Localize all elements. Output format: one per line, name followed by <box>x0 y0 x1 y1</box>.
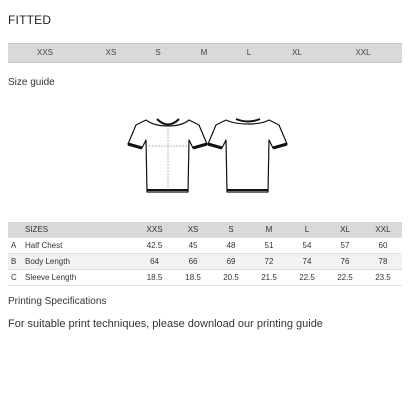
size-option[interactable]: L <box>246 48 252 57</box>
header-cell: SIZES <box>25 225 49 234</box>
table-cell: 23.5 <box>375 273 391 282</box>
table-cell: 22.5 <box>337 273 353 282</box>
size-option[interactable]: XS <box>105 48 117 57</box>
table-cell: 48 <box>226 241 236 250</box>
size-guide-table <box>8 222 402 286</box>
row-label: Body Length <box>25 257 70 266</box>
size-option[interactable]: XXL <box>355 48 371 57</box>
table-cell: 54 <box>302 241 312 250</box>
header-spacer <box>8 222 25 238</box>
table-cell: 18.5 <box>146 273 163 282</box>
printing-specifications-label: Printing Specifications <box>8 296 107 307</box>
header-cell: L <box>304 225 310 234</box>
table-cell: 57 <box>340 241 350 250</box>
tshirt-diagram-svg <box>124 110 294 208</box>
size-option[interactable]: S <box>155 48 161 57</box>
header-cell: M <box>265 225 273 234</box>
table-row <box>8 238 402 254</box>
table-cell: 60 <box>378 241 388 250</box>
table-cell: 64 <box>150 257 159 266</box>
table-cell: 66 <box>188 257 198 266</box>
size-option[interactable]: XL <box>292 48 302 57</box>
header-cell: XXS <box>146 225 163 234</box>
tshirt-back-icon <box>208 119 287 192</box>
header-cell: S <box>228 225 234 234</box>
header-cell: XL <box>340 225 350 234</box>
size-selector-bar <box>8 43 402 63</box>
header-cell: XXL <box>375 225 391 234</box>
table-cell: 21.5 <box>261 273 277 282</box>
table-cell: 76 <box>340 257 350 266</box>
table-cell: 20.5 <box>223 273 239 282</box>
row-label: Half Chest <box>25 241 63 250</box>
header-cell: XS <box>187 225 199 234</box>
tshirt-diagram <box>124 110 294 208</box>
row-letter: A <box>11 241 17 250</box>
size-guide-label: Size guide <box>8 77 55 88</box>
table-cell: 42.5 <box>146 241 163 250</box>
table-row <box>8 270 402 286</box>
printing-guide-note[interactable]: For suitable print techniques, please download our printing guide <box>8 318 323 330</box>
table-cell: 45 <box>188 241 198 250</box>
table-cell: 78 <box>378 257 388 266</box>
table-row <box>8 254 402 270</box>
table-cell: 74 <box>302 257 312 266</box>
row-label: Sleeve Length <box>25 273 77 282</box>
fit-title: FITTED <box>8 13 52 27</box>
row-letter: C <box>11 273 17 282</box>
size-option[interactable]: M <box>200 48 208 57</box>
table-cell: 51 <box>264 241 274 250</box>
table-cell: 69 <box>226 257 236 266</box>
size-option[interactable]: XXS <box>36 48 54 57</box>
table-cell: 18.5 <box>185 273 201 282</box>
tshirt-front-icon <box>128 119 207 192</box>
table-header-row <box>8 222 402 238</box>
table-cell: 22.5 <box>299 273 315 282</box>
table-cell: 72 <box>264 257 274 266</box>
row-letter: B <box>11 257 17 266</box>
